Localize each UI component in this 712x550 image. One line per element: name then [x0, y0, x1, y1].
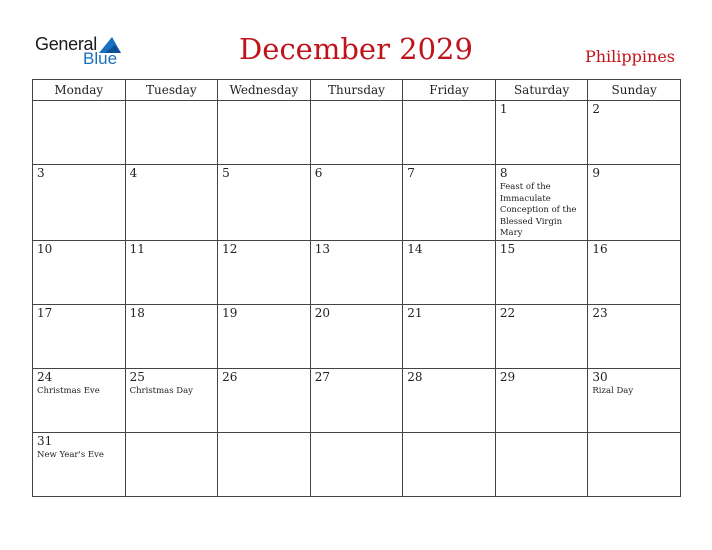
day-cell — [125, 368, 218, 432]
week-row — [33, 240, 681, 304]
day-number: 24 — [37, 369, 53, 384]
day-number: 6 — [314, 166, 323, 180]
day-cell — [588, 101, 681, 165]
day-cell — [495, 432, 588, 496]
day-number: 23 — [592, 305, 608, 320]
day-cell — [310, 432, 403, 496]
day-cell — [310, 240, 403, 304]
week-row — [33, 432, 681, 496]
day-number: 20 — [314, 305, 330, 320]
day-cell — [495, 101, 588, 165]
day-number: 8 — [499, 166, 508, 180]
day-cell — [403, 432, 496, 496]
day-number: 21 — [407, 305, 423, 320]
day-cell — [218, 368, 311, 432]
weekday-header: Wednesday — [218, 80, 311, 101]
weekday-header-row — [33, 80, 681, 101]
day-cell — [403, 368, 496, 432]
holiday-label: Rizal Day — [592, 385, 634, 396]
day-number: 29 — [499, 369, 516, 384]
week-row — [33, 101, 681, 165]
day-cell — [218, 240, 311, 304]
day-number: 3 — [37, 166, 45, 180]
day-number: 2 — [592, 102, 601, 116]
week-row — [33, 368, 681, 432]
day-number: 30 — [592, 369, 608, 384]
day-cell — [125, 432, 218, 496]
day-cell — [310, 101, 403, 165]
weekday-header: Saturday — [495, 80, 588, 101]
holiday-label: Christmas Day — [129, 385, 193, 396]
page-title: December 2029 — [239, 32, 473, 66]
day-number: 12 — [222, 241, 238, 256]
day-number: 25 — [129, 369, 145, 384]
day-cell — [33, 101, 126, 165]
holiday-label: Feast of the Immaculate Conception of the Blessed Virgin Mary — [499, 182, 577, 238]
day-cell — [403, 165, 496, 241]
day-cell — [403, 304, 496, 368]
day-cell — [125, 304, 218, 368]
day-number: 22 — [499, 305, 516, 320]
day-number: 26 — [222, 369, 238, 384]
weekday-header: Tuesday — [125, 80, 218, 101]
logo-text-general: General — [35, 34, 97, 54]
day-cell — [310, 368, 403, 432]
day-number: 31 — [37, 433, 53, 448]
day-number: 14 — [407, 241, 423, 256]
weekday-header: Thursday — [310, 80, 403, 101]
day-number: 11 — [129, 241, 145, 256]
day-cell — [588, 304, 681, 368]
day-cell — [495, 368, 588, 432]
day-cell — [33, 432, 126, 496]
day-cell — [588, 368, 681, 432]
day-cell — [495, 304, 588, 368]
week-row — [33, 165, 681, 241]
day-cell — [495, 165, 588, 241]
day-cell — [218, 101, 311, 165]
day-number: 16 — [592, 241, 608, 256]
day-number: 1 — [499, 102, 508, 116]
day-cell — [33, 165, 126, 241]
holiday-label: Christmas Eve — [37, 385, 100, 396]
weekday-header: Monday — [33, 80, 126, 101]
day-number: 15 — [499, 241, 516, 256]
day-cell — [218, 165, 311, 241]
logo-text-blue: Blue — [83, 49, 118, 68]
day-number: 9 — [592, 166, 601, 180]
country-label: Philippines — [584, 47, 675, 66]
day-cell — [33, 240, 126, 304]
day-cell — [33, 368, 126, 432]
day-cell — [33, 304, 126, 368]
weekday-header: Sunday — [588, 80, 681, 101]
day-cell — [125, 240, 218, 304]
day-cell — [588, 432, 681, 496]
day-number: 27 — [314, 369, 330, 384]
day-cell — [125, 165, 218, 241]
day-cell — [403, 101, 496, 165]
calendar-grid — [32, 79, 681, 497]
day-number: 19 — [222, 305, 238, 320]
day-number: 4 — [129, 166, 138, 180]
day-number: 13 — [314, 241, 330, 256]
week-row — [33, 304, 681, 368]
day-number: 7 — [407, 166, 415, 180]
day-cell — [125, 101, 218, 165]
day-cell — [588, 240, 681, 304]
day-cell — [588, 165, 681, 241]
day-number: 28 — [407, 369, 423, 384]
day-number: 18 — [129, 305, 145, 320]
day-cell — [218, 432, 311, 496]
holiday-label: New Year's Eve — [37, 449, 104, 460]
day-cell — [403, 240, 496, 304]
day-number: 5 — [222, 166, 230, 180]
day-number: 10 — [37, 241, 53, 256]
day-cell — [218, 304, 311, 368]
day-cell — [310, 165, 403, 241]
day-cell — [310, 304, 403, 368]
day-cell — [495, 240, 588, 304]
day-number: 17 — [37, 305, 53, 320]
weekday-header: Friday — [403, 80, 496, 101]
